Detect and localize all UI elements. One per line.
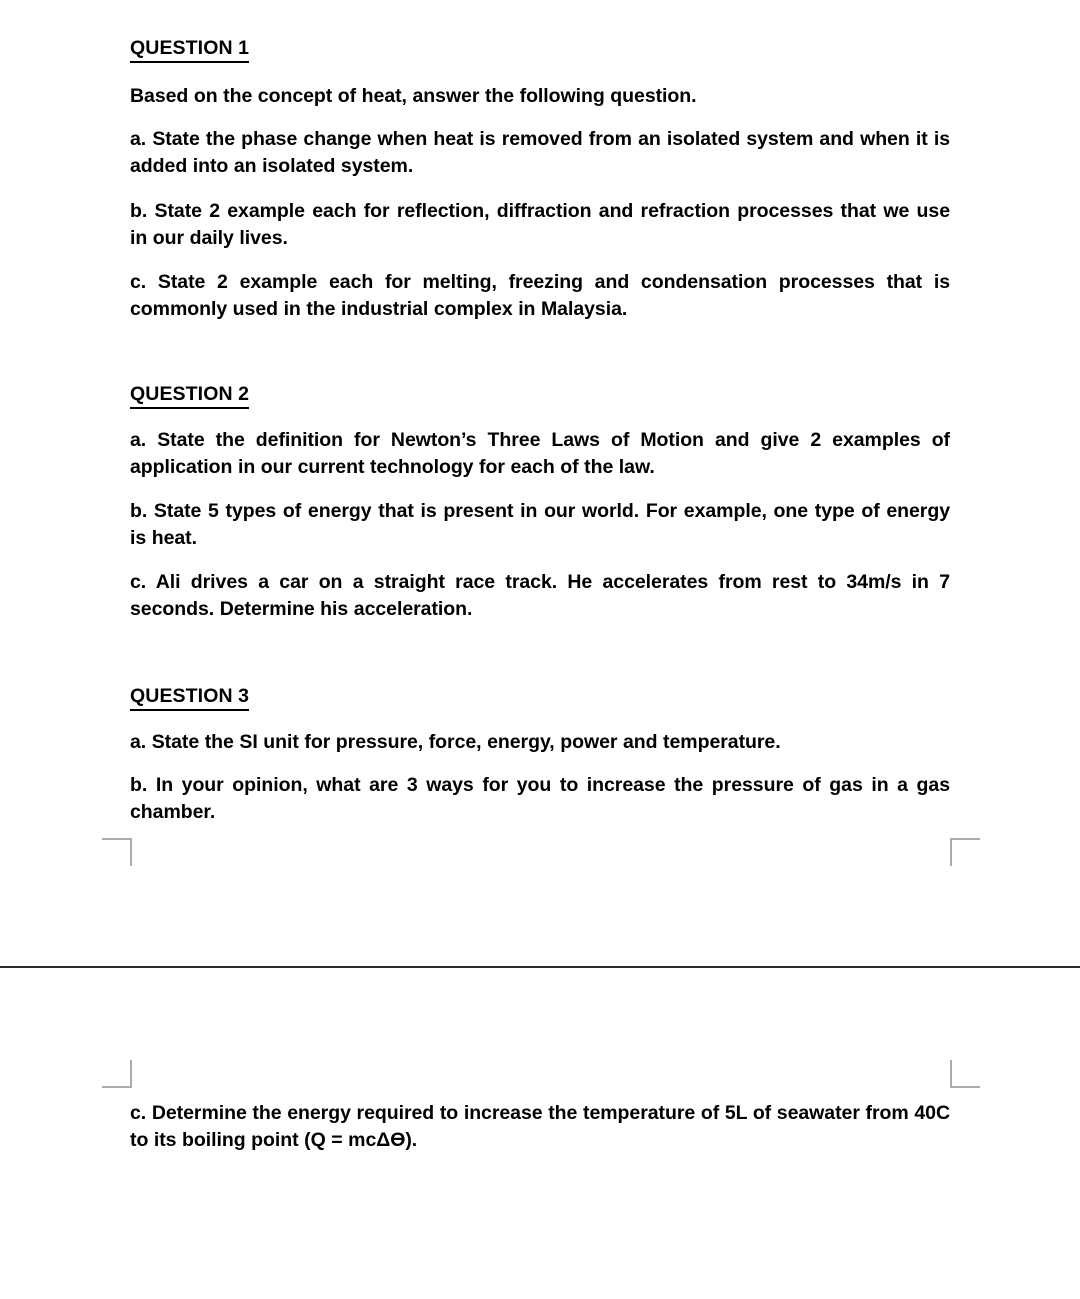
question-1-part-b-text: b. State 2 example each for reflection, diffraction and refraction processes that we use in our daily lives. [130,200,950,249]
question-2-heading-wrap [130,382,950,409]
question-3-part-b [130,772,950,826]
crop-mark-bottom-left [102,1060,132,1088]
crop-mark-bottom-right [950,1060,980,1088]
crop-mark-top-left [102,838,132,866]
question-3-heading: QUESTION 3 [130,684,249,711]
question-1-part-c-text: c. State 2 example each for melting, freezing and condensation processes that is commonly used in the industrial complex in Malaysia. [130,271,950,320]
question-2-part-c-text: c. Ali drives a car on a straight race track. He accelerates from rest to 34m/s in 7 seconds. Determine his acceleration. [130,571,950,620]
question-3-part-c-text: c. Determine the energy required to increase the temperature of 5L of seawater from 40C to its boiling point (Q = mcΔϴ). [130,1102,950,1151]
question-1-part-a [130,126,950,180]
question-3-part-a [130,729,950,756]
question-3-part-b-text: b. In your opinion, what are 3 ways for you to increase the pressure of gas in a gas chamber. [130,774,950,823]
question-1-intro [130,83,950,110]
question-2-part-a [130,427,950,481]
crop-mark-top-right [950,838,980,866]
question-1-part-b [130,198,950,252]
question-3-heading-wrap [130,684,950,711]
question-1-intro-text: Based on the concept of heat, answer the following question. [130,85,697,107]
question-2-part-a-text: a. State the definition for Newton’s Three Laws of Motion and give 2 examples of application in our current technology for each of the law. [130,429,950,478]
question-2-part-c [130,569,950,623]
question-1-part-a-text: a. State the phase change when heat is removed from an isolated system and when it is added into an isolated system. [130,128,950,177]
question-2-part-b [130,498,950,552]
question-2-heading: QUESTION 2 [130,382,249,409]
question-1-heading: QUESTION 1 [130,36,249,63]
question-1-heading-wrap [130,36,950,63]
question-1-part-c [130,269,950,323]
page-separator [0,966,1080,968]
question-2-part-b-text: b. State 5 types of energy that is present in our world. For example, one type of energy is heat. [130,500,950,549]
question-3-part-a-text: a. State the SI unit for pressure, force, energy, power and temperature. [130,731,781,753]
question-3-part-c [130,1100,950,1154]
